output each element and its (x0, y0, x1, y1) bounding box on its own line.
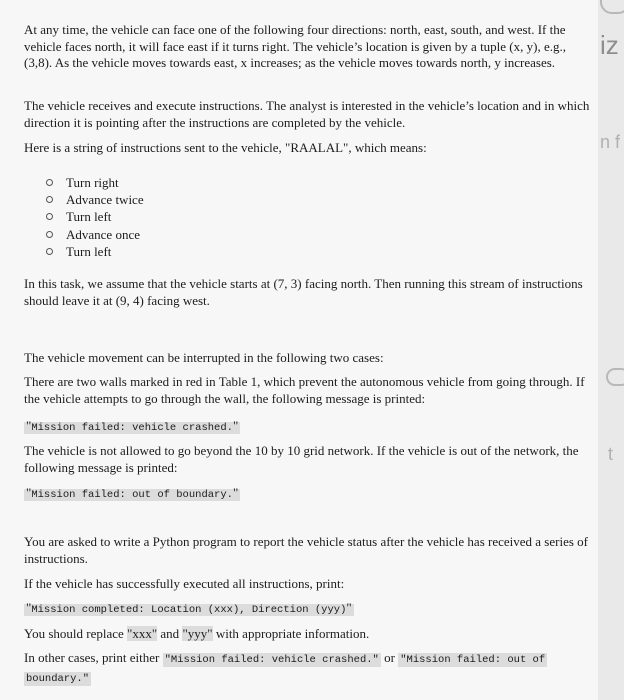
bullet-icon (46, 196, 53, 203)
replace-suffix: with appropriate information. (212, 626, 370, 641)
paragraph-start-position: In this task, we assume that the vehicle starts at (7, 3) facing north. Then running this stream of instructions should leave it at (9, 4) facing west. (24, 276, 583, 308)
paragraph-vehicle-instructions: The vehicle receives and execute instructions. The analyst is interested in the vehicle’s location and in which direction it is pointing after the instructions are completed by the vehicle. (24, 98, 590, 130)
instruction-text: Advance twice (66, 192, 144, 208)
edge-text-fragment: t (608, 444, 614, 464)
code-completed-message: "Mission completed: Location (xxx), Direction (yyy)" (26, 600, 352, 616)
code-boundary-message: "Mission failed: out of boundary." (26, 485, 239, 501)
bullet-icon (46, 179, 53, 186)
list-item (46, 174, 144, 191)
instruction-text: Turn left (66, 243, 112, 259)
paragraph-replace-note (24, 626, 594, 643)
partial-letter-shape (606, 368, 624, 386)
paragraph-grid-boundary: The vehicle is not allowed to go beyond the 10 by 10 grid network. If the vehicle is out of the network, the following message is printed: (24, 443, 579, 475)
replace-xxx: "xxx" (127, 626, 158, 641)
other-cases-code2-part2: boundary." (26, 672, 90, 685)
code-boundary-text: Mission failed: out of boundary. (31, 489, 233, 501)
bullet-icon (46, 231, 53, 238)
paragraph-interruption-cases: The vehicle movement can be interrupted in the following two cases: (24, 350, 384, 365)
instruction-text: Turn left (66, 209, 112, 225)
bullet-icon (46, 248, 53, 255)
list-item (46, 226, 144, 243)
code-crashed-text: Mission failed: vehicle crashed. (31, 422, 233, 434)
other-cases-code2-part1: "Mission failed: out of (400, 654, 546, 666)
paragraph-instruction-string: Here is a string of instructions sent to the vehicle, "RAALAL", which means: (24, 140, 427, 155)
paragraph-success-print: If the vehicle has successfully executed all instructions, print: (24, 576, 345, 591)
instruction-text: Turn right (66, 175, 119, 190)
replace-prefix: You should replace (24, 626, 128, 641)
code-crashed-message: "Mission failed: vehicle crashed." (26, 418, 239, 434)
replace-yyy: "yyy" (182, 626, 213, 641)
instruction-text: Advance once (66, 226, 140, 242)
partial-letter-shape (600, 0, 624, 14)
instruction-list (46, 174, 144, 260)
other-cases-code1: "Mission failed: vehicle crashed." (164, 654, 379, 666)
edge-text-fragment: n f (600, 132, 621, 152)
bullet-icon (46, 213, 53, 220)
background-page-edge (598, 0, 624, 700)
list-item (46, 208, 144, 225)
other-cases-or: or (380, 650, 399, 665)
replace-and: and (157, 626, 183, 641)
paragraph-other-cases (24, 650, 594, 687)
list-item (46, 243, 144, 260)
paragraph-walls: There are two walls marked in red in Table 1, which prevent the autonomous vehicle from going through. If the vehicle attempts to go through the wall, the following message is printed: (24, 374, 585, 406)
edge-text-fragment: iz (600, 30, 619, 60)
code-completed-text: Mission completed: Location (xxx), Direction (yyy) (31, 604, 347, 616)
paragraph-python-task: You are asked to write a Python program to report the vehicle status after the vehicle has received a series of instructions. (24, 534, 588, 566)
list-item (46, 191, 144, 208)
paragraph-directions: At any time, the vehicle can face one of the following four directions: north, east, south, and west. If the vehicle faces north, it will face east if it turns right. The vehicle’s location is given by a tuple (x, y), e.g., (3,8). As the vehicle moves towards east, x increases; as the vehicle moves towards north, y increases. (24, 22, 566, 70)
other-cases-prefix: In other cases, print either (24, 650, 163, 665)
